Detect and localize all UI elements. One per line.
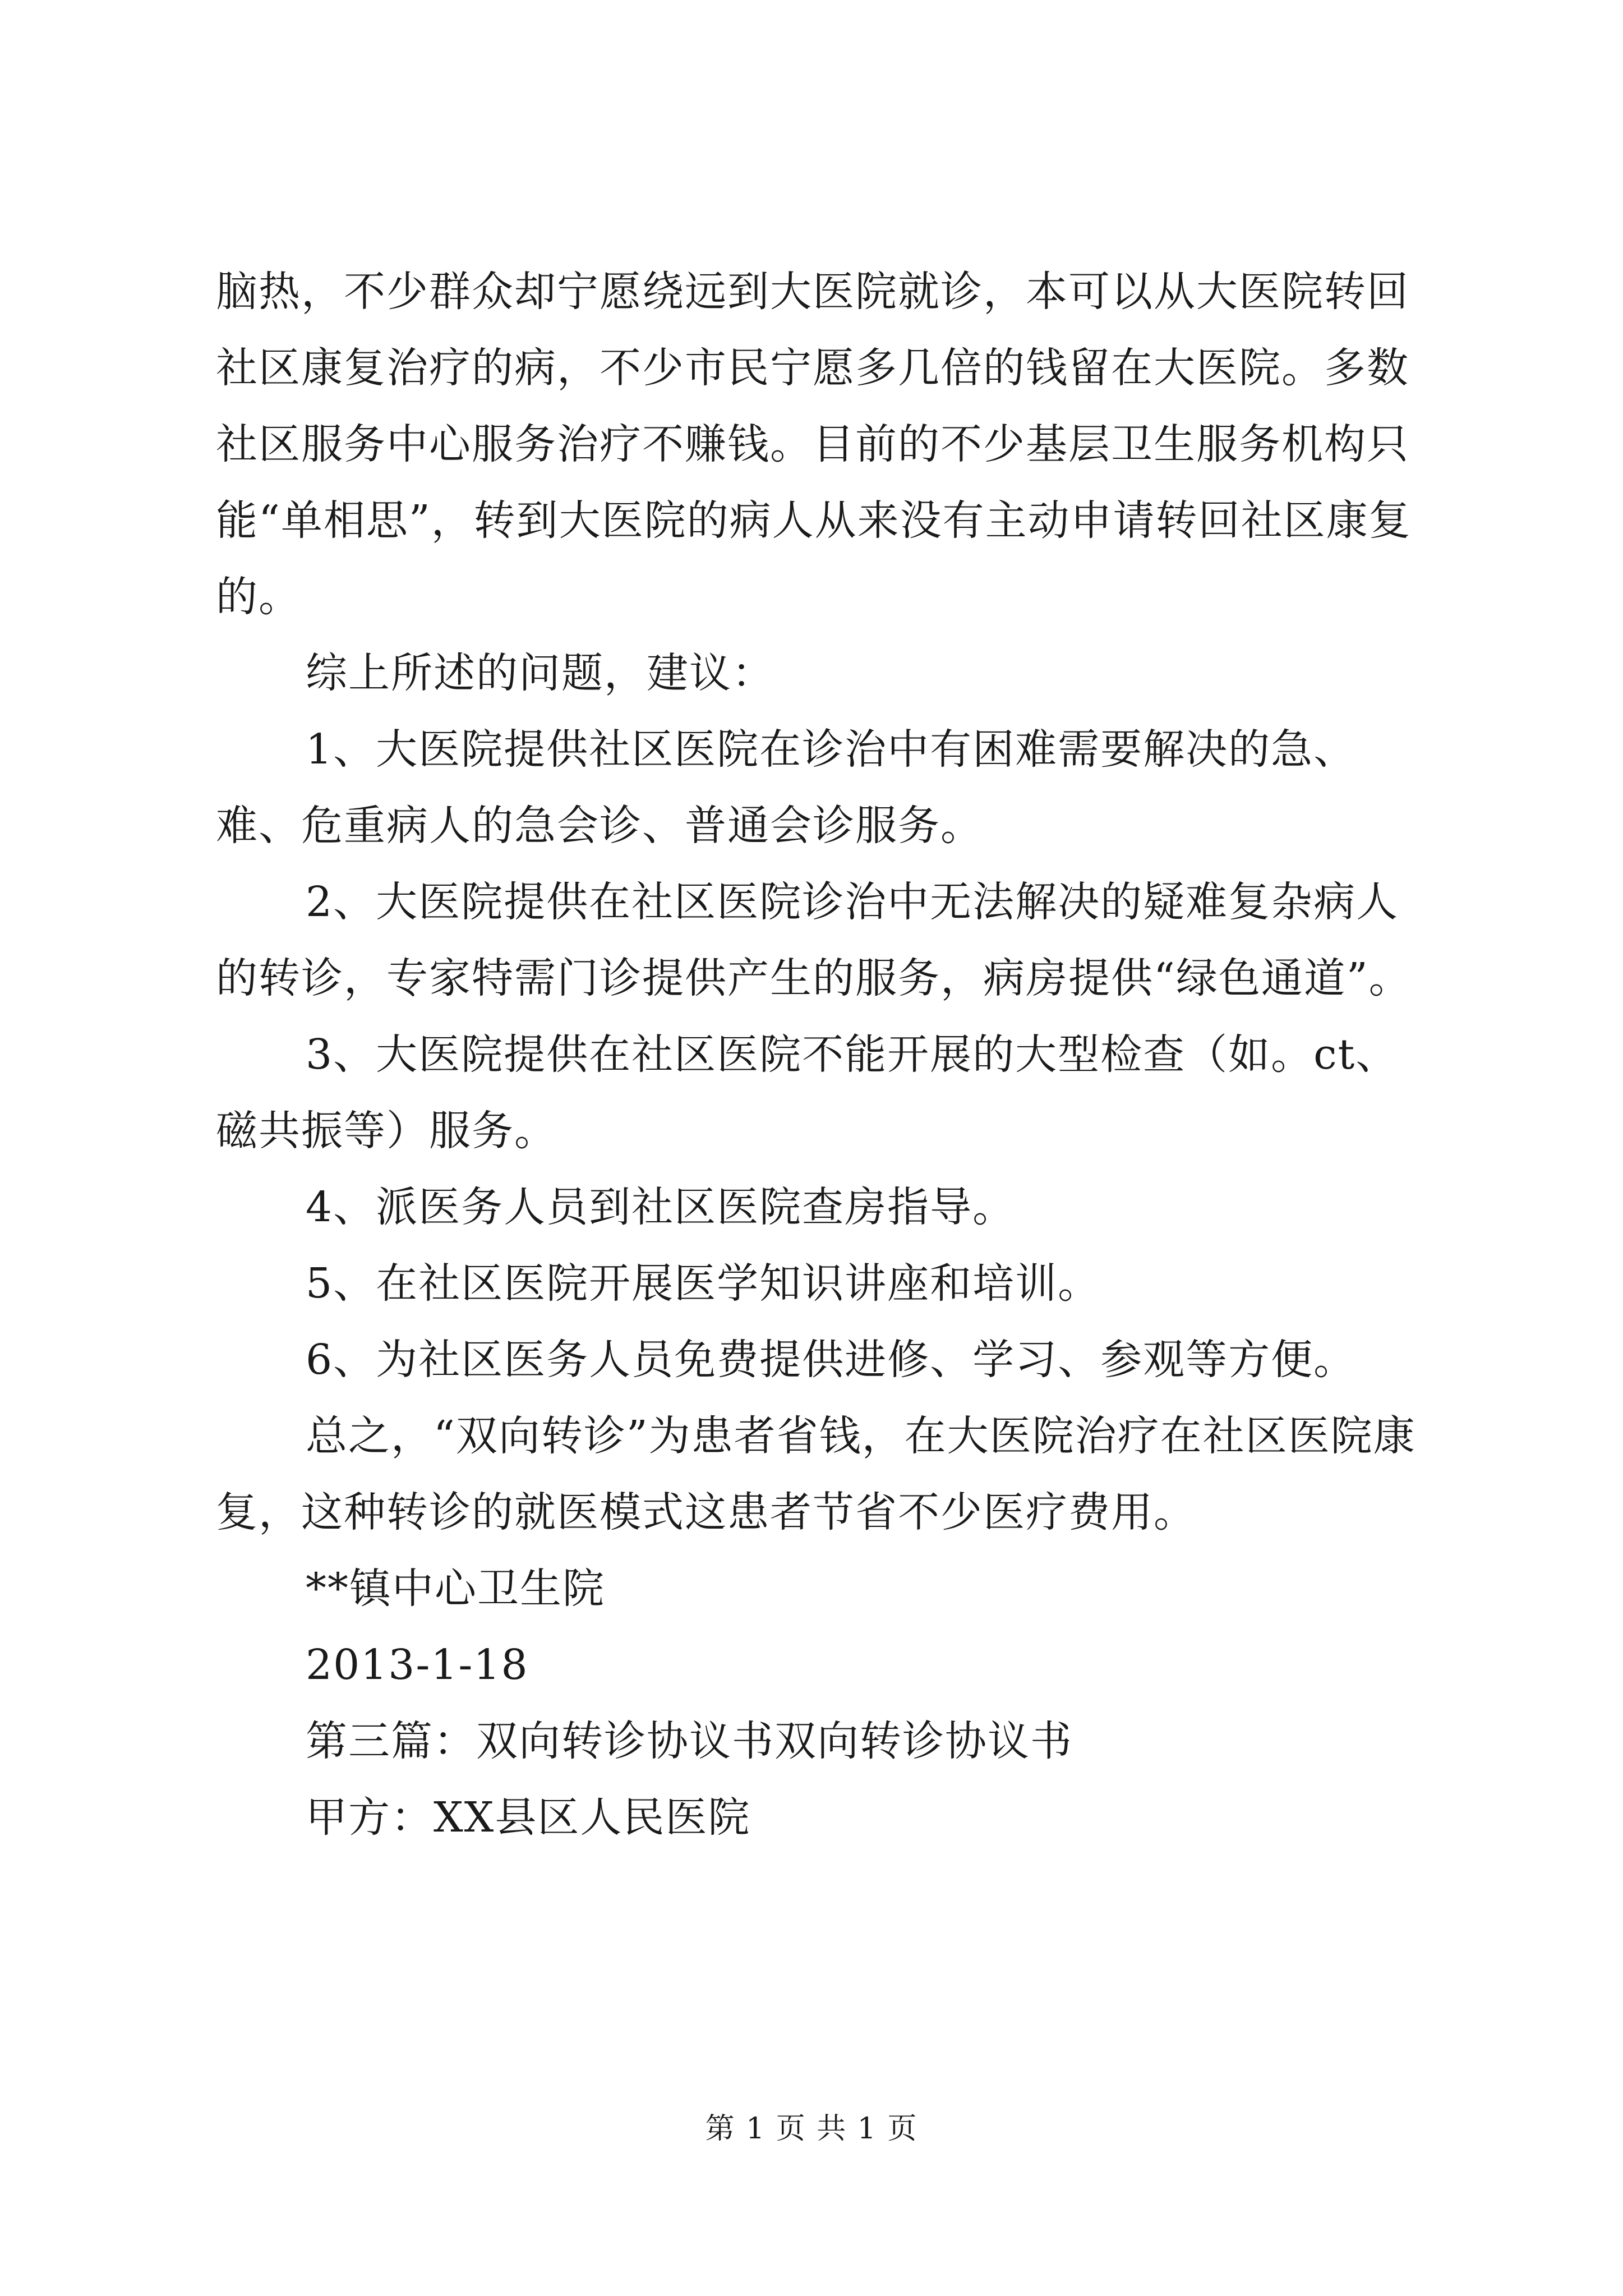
paragraph-item-3: 3、大医院提供在社区医院不能开展的大型检查（如。ct、磁共振等）服务。 <box>216 1030 1399 1155</box>
paragraph-item-1: 1、大医院提供社区医院在诊治中有困难需要解决的急、难、危重病人的急会诊、普通会诊服务。 <box>216 725 1357 850</box>
signature-organization: **镇中心卫生院 <box>306 1565 605 1613</box>
paragraph-conclusion: 总之，“双向转诊”为患者省钱，在大医院治疗在社区医院康复，这种转诊的就医模式这患者节省不少医疗费用。 <box>216 1412 1416 1536</box>
signature-date: 2013-1-18 <box>306 1641 529 1689</box>
section-heading-part-three: 第三篇：双向转诊协议书双向转诊协议书 <box>306 1717 1073 1765</box>
paragraph-item-4: 4、派医务人员到社区医院查房指导。 <box>306 1183 1016 1231</box>
paragraph-item-5: 5、在社区医院开展医学知识讲座和培训。 <box>306 1259 1101 1308</box>
document-body <box>216 254 1438 1856</box>
page-footer: 第 1 页 共 1 页 <box>705 2112 918 2146</box>
paragraph-item-6: 6、为社区医务人员免费提供进修、学习、参观等方便。 <box>306 1336 1357 1384</box>
paragraph-referral-problem: 脑热，不少群众却宁愿绕远到大医院就诊，本可以从大医院转回社区康复治疗的病，不少市民宁愿多几倍的钱留在大医院。多数社区服务中心服务治疗不赚钱。目前的不少基层卫生服务机构只能“单相思”，转到大医院的病人从来没有主动申请转回社区康复的。 <box>216 268 1412 621</box>
paragraph-item-2: 2、大医院提供在社区医院诊治中无法解决的疑难复杂病人的转诊，专家特需门诊提供产生的服务，病房提供“绿色通道”。 <box>216 878 1412 1002</box>
paragraph-suggestion-intro: 综上所述的问题，建议： <box>306 649 774 697</box>
party-a-line: 甲方：XX县区人民医院 <box>306 1793 751 1842</box>
